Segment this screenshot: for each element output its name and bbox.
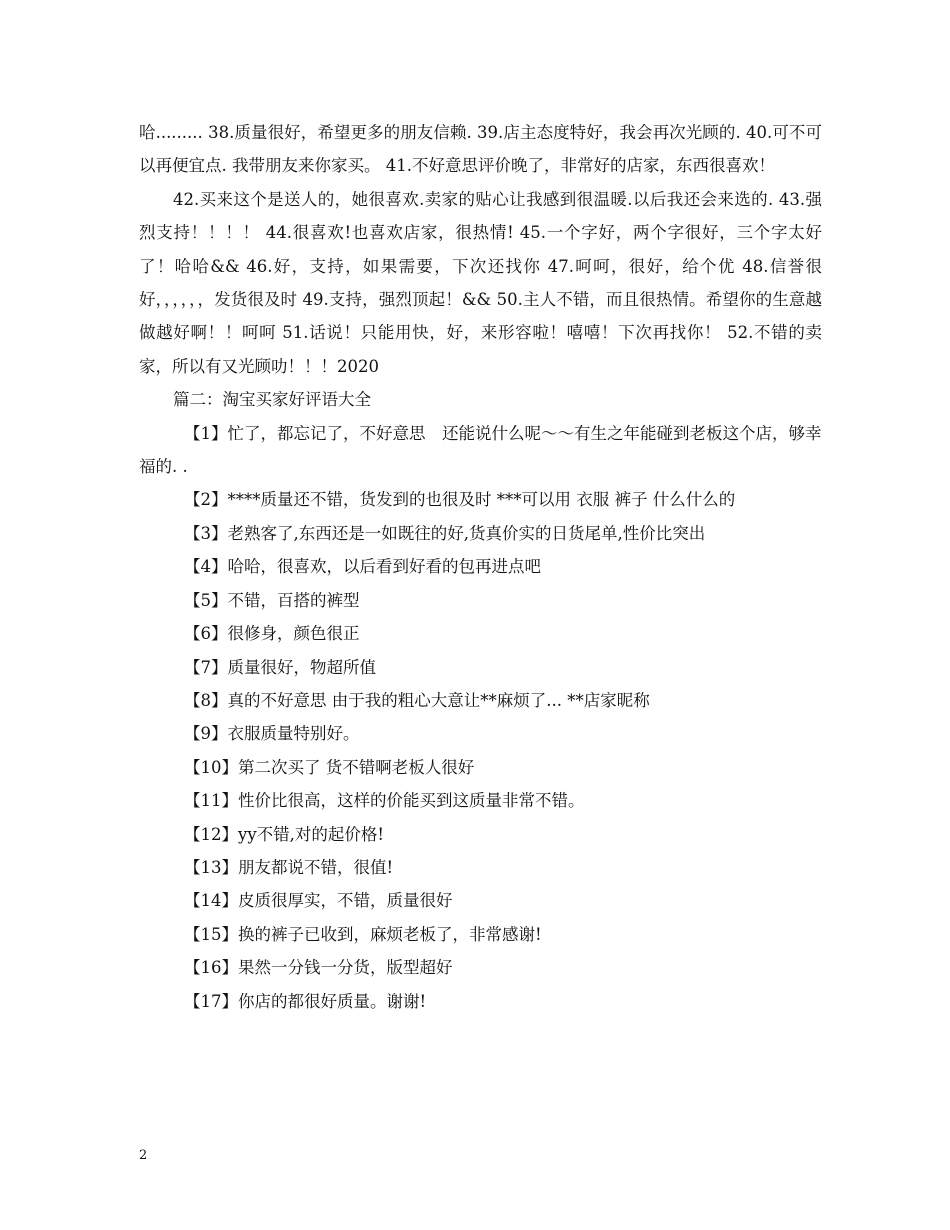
list-item: 【12】yy不错,对的起价格! xyxy=(184,824,385,844)
list-item: 【9】衣服质量特别好。 xyxy=(184,724,360,744)
list-item: 【15】换的裤子已收到，麻烦老板了，非常感谢! xyxy=(184,924,542,944)
list-item: 【1】忙了，都忘记了，不好意思 还能说什么呢～～有生之年能碰到老板这个店，够幸福的. . xyxy=(139,423,822,477)
list-item: 【16】果然一分钱一分货，版型超好 xyxy=(184,958,453,978)
list-item: 【17】你店的都很好质量。谢谢! xyxy=(184,991,427,1011)
list-item: 【14】皮质很厚实，不错，质量很好 xyxy=(184,891,453,911)
list-item: 【2】****质量还不错，货发到的也很及时 ***可以用 衣服 裤子 什么什么的 xyxy=(184,490,736,510)
paragraph-reviews-42-52: 42.买来这个是送人的，她很喜欢.卖家的贴心让我感到很温暖.以后我还会来选的. 43.强烈支持！！！！ 44.很喜欢!也喜欢店家，很热情! 45.一个字好，两个字很好，三个字太好了！哈哈&& 46.好，支持，如果需要，下次还找你 47.呵呵，很好，给个优 48.信誉很好，，，，，，发货很及时 49.支持，强烈顶起！&& 50.主人不错，而且很热情。希望你的生意越做越好啊！！呵呵 51.话说！只能用快，好，来形容啦！嘻嘻！下次再找你！ 52.不错的卖家，所以有又光顾叻！！！2020 xyxy=(139,189,822,376)
list-item: 【7】质量很好，物超所值 xyxy=(184,657,376,677)
list-item: 【6】很修身，颜色很正 xyxy=(184,624,360,644)
paragraph-reviews-38-41: 哈......... 38.质量很好，希望更多的朋友信赖. 39.店主态度特好，我会再次光顾的. 40.可不可以再便宜点. 我带朋友来你家买。 41.不好意思评价晚了，非常好的店家，东西很喜欢！ xyxy=(139,123,822,176)
list-item: 【3】老熟客了,东西还是一如既往的好,货真价实的日货尾单,性价比突出 xyxy=(184,523,706,543)
page-number: 2 xyxy=(139,1148,148,1163)
list-item: 【8】真的不好意思 由于我的粗心大意让**麻烦了... **店家昵称 xyxy=(184,690,650,710)
list-item: 【4】哈哈，很喜欢，以后看到好看的包再进点吧 xyxy=(184,557,541,577)
body-text xyxy=(139,116,822,1018)
list-item: 【13】朋友都说不错，很值! xyxy=(184,857,394,877)
section-heading: 篇二：淘宝买家好评语大全 xyxy=(173,390,371,410)
list-item: 【5】不错，百搭的裤型 xyxy=(184,590,360,610)
list-item: 【11】性价比很高，这样的价能买到这质量非常不错。 xyxy=(184,791,585,811)
list-item: 【10】第二次买了 货不错啊老板人很好 xyxy=(184,757,475,777)
